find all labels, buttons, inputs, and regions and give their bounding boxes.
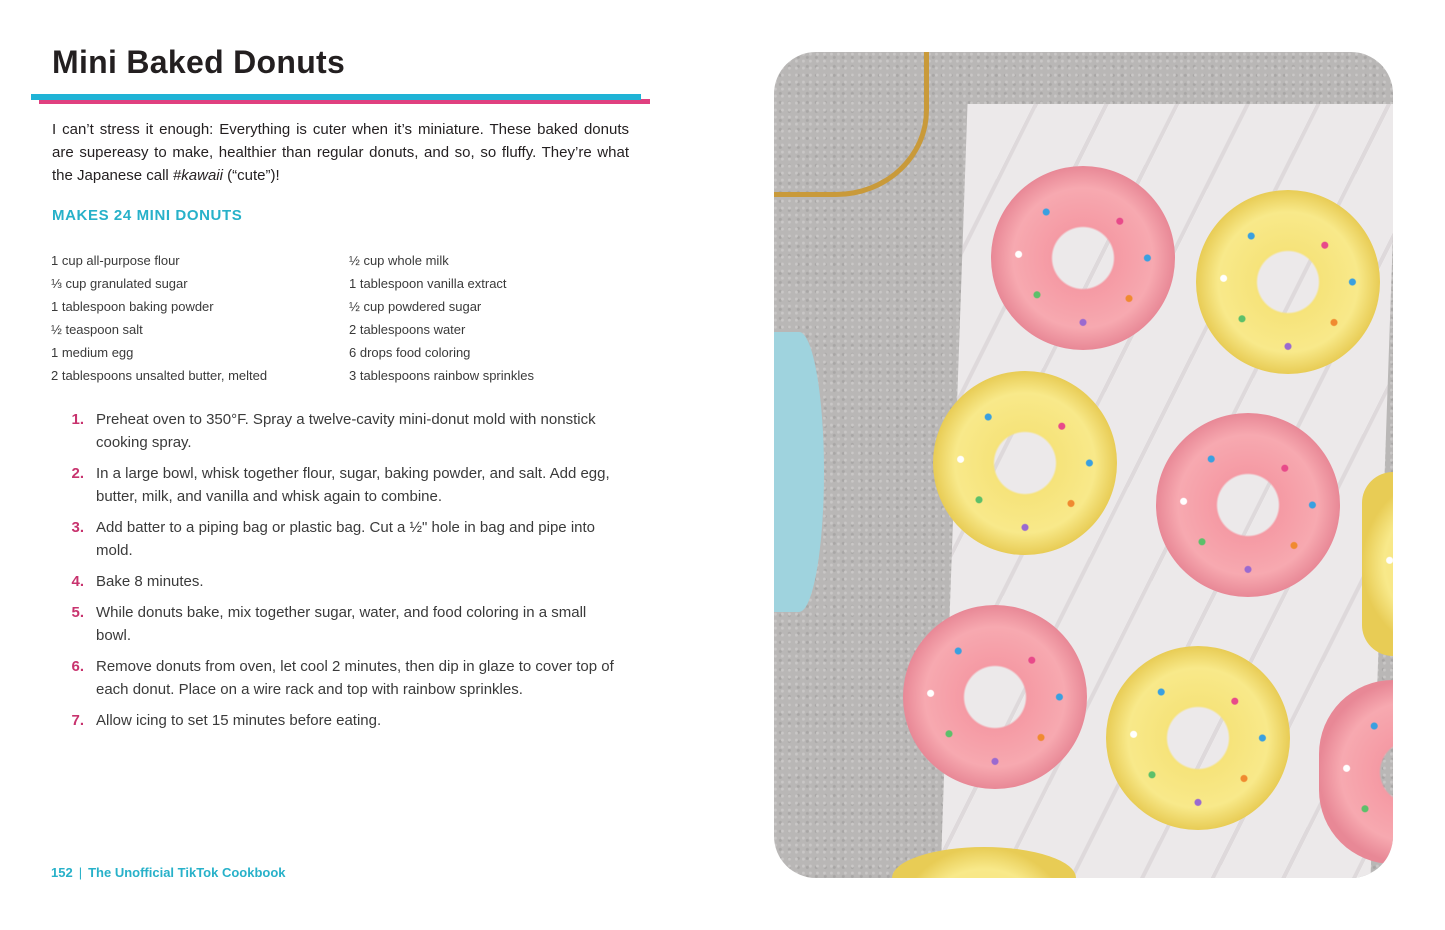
page-footer	[51, 865, 286, 880]
ingredient: 6 drops food coloring	[349, 345, 471, 360]
pink-donut	[991, 166, 1175, 350]
title-underline-cyan	[31, 94, 641, 100]
recipe-yield: MAKES 24 MINI DONUTS	[52, 207, 243, 224]
step-number: 4.	[71, 573, 84, 590]
whisk-image	[774, 52, 929, 197]
ingredients-right	[349, 249, 534, 387]
ingredient: 2 tablespoons water	[349, 322, 466, 337]
step-text: Remove donuts from oven, let cool 2 minutes, then dip in glaze to cover top of each donut. Place on a wire rack and top with rainbow sprinkles.	[96, 658, 614, 698]
yellow-donut	[1362, 472, 1393, 656]
step-number: 1.	[71, 411, 84, 428]
step-text: Preheat oven to 350°F. Spray a twelve-cavity mini-donut mold with nonstick cooking spray.	[96, 411, 596, 451]
book-title: The Unofficial TikTok Cookbook	[88, 865, 286, 880]
intro-text: I can’t stress it enough: Everything is cuter when it’s miniature. These baked donuts are supereasy to make, healthier than regular donuts, and so, so fluffy. They’re what the Japanese call	[52, 121, 629, 184]
step-text: Bake 8 minutes.	[96, 573, 204, 590]
pink-donut	[903, 605, 1087, 789]
recipe-title: Mini Baked Donuts	[52, 44, 346, 80]
step-number: 7.	[71, 712, 84, 729]
donuts-photo	[774, 52, 1393, 878]
ingredient: 2 tablespoons unsalted butter, melted	[51, 368, 268, 383]
footer-separator: |	[78, 865, 83, 880]
ingredients-left	[51, 249, 267, 387]
ingredient: 1 cup all-purpose flour	[51, 253, 180, 268]
step-number: 2.	[71, 465, 84, 482]
instructions	[52, 408, 622, 740]
step-text: Add batter to a piping bag or plastic bag. Cut a ½" hole in bag and pipe into mold.	[96, 519, 596, 559]
ingredient: 1 medium egg	[51, 345, 134, 360]
bowl-image	[774, 332, 824, 612]
ingredient: 3 tablespoons rainbow sprinkles	[349, 368, 534, 383]
ingredient: 1 tablespoon vanilla extract	[349, 276, 507, 291]
intro-italic: #kawaii	[172, 167, 223, 184]
step	[52, 516, 622, 562]
ingredient: 1 tablespoon baking powder	[51, 299, 214, 314]
ingredient: ⅓ cup granulated sugar	[51, 276, 188, 291]
recipe-intro	[52, 118, 629, 187]
yellow-donut	[1196, 190, 1380, 374]
step-text: In a large bowl, whisk together flour, sugar, baking powder, and salt. Add egg, butter, milk, and vanilla and whisk again to combine.	[96, 465, 610, 505]
yellow-donut	[933, 371, 1117, 555]
step-number: 3.	[71, 519, 84, 536]
step-number: 6.	[71, 658, 84, 675]
pink-donut	[1156, 413, 1340, 597]
step-text: While donuts bake, mix together sugar, water, and food coloring in a small bowl.	[96, 604, 587, 644]
step	[52, 601, 622, 647]
step-number: 5.	[71, 604, 84, 621]
ingredient: ½ teaspoon salt	[51, 322, 143, 337]
intro-text-end: (“cute”)!	[222, 167, 280, 184]
ingredient: ½ cup whole milk	[349, 253, 449, 268]
step	[52, 408, 622, 454]
step	[52, 709, 622, 732]
step	[52, 655, 622, 701]
step	[52, 570, 622, 593]
yellow-donut	[1106, 646, 1290, 830]
ingredient: ½ cup powdered sugar	[349, 299, 482, 314]
page-number: 152	[51, 865, 73, 880]
step-text: Allow icing to set 15 minutes before eating.	[96, 712, 382, 729]
step	[52, 462, 622, 508]
